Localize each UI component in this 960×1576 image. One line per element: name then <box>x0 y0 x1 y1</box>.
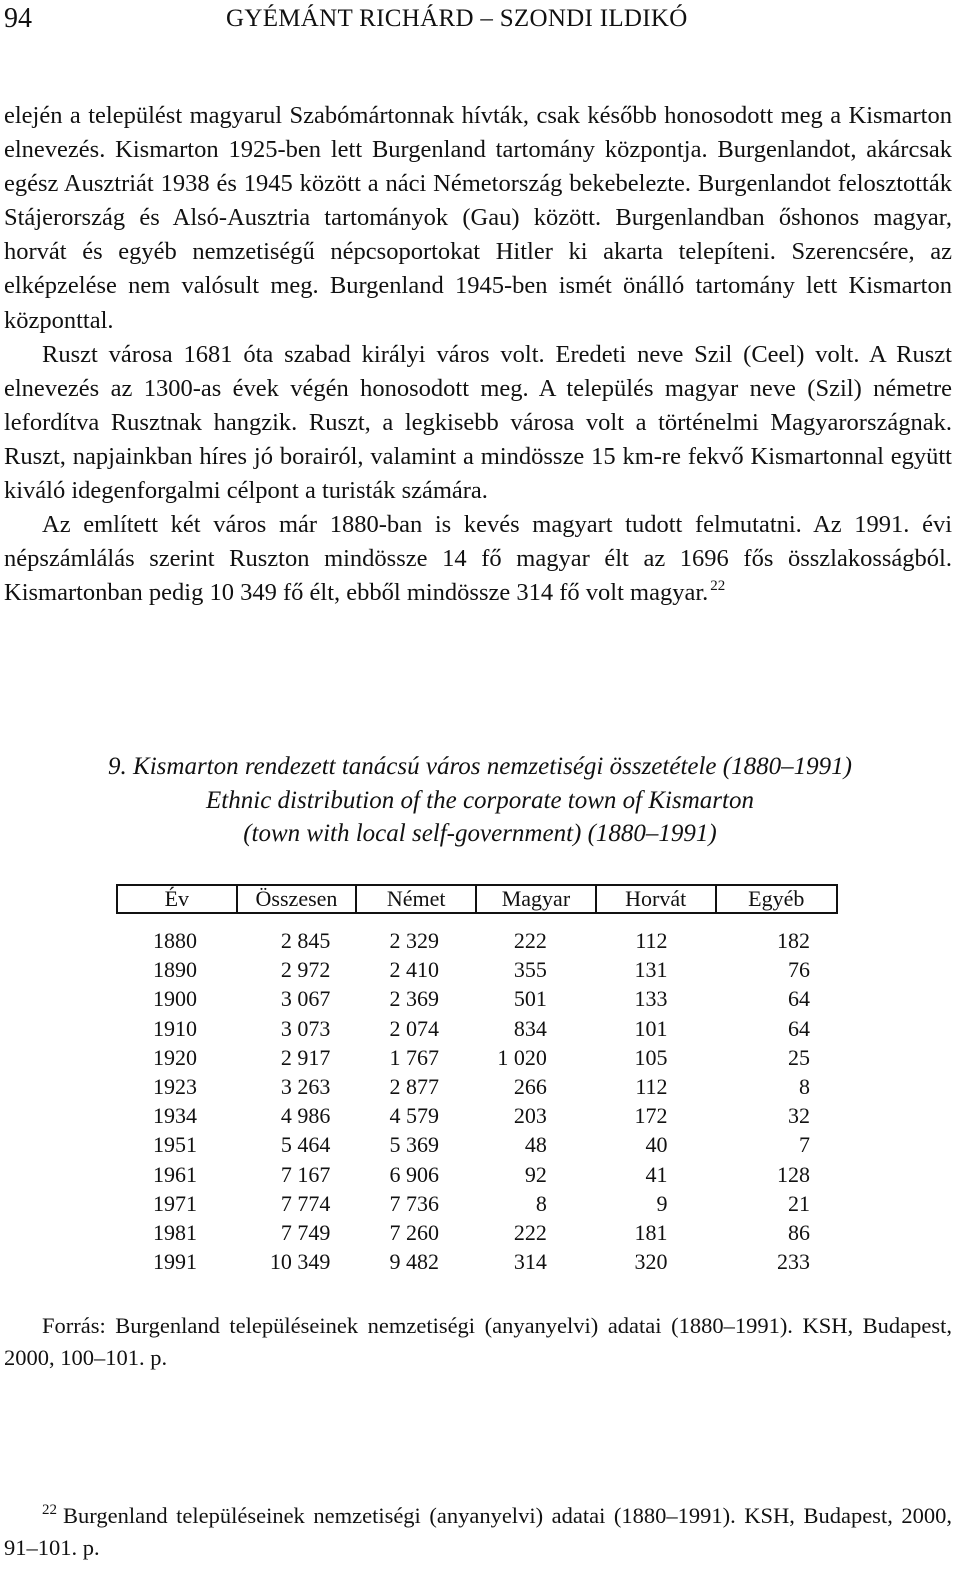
table-source <box>4 1310 952 1373</box>
footnote-reference[interactable]: 22 <box>710 578 726 595</box>
table-cell: 131 <box>634 957 668 983</box>
table-row <box>117 926 837 955</box>
table-cell: 32 <box>788 1103 810 1129</box>
table-caption-english: Ethnic distribution of the corporate town of Kismarton <box>206 786 754 814</box>
table-cell: 1890 <box>153 957 197 983</box>
table-cell: 76 <box>788 957 810 983</box>
table-cell: 314 <box>513 1249 547 1275</box>
table-cell: 8 <box>799 1074 810 1100</box>
table-row <box>117 1160 837 1189</box>
table-cell: 40 <box>645 1132 668 1158</box>
table-row <box>117 1072 837 1101</box>
column-header-hungarian: Magyar <box>476 885 596 913</box>
table-cell: 2 410 <box>389 957 440 983</box>
table-cell: 2 845 <box>280 928 331 953</box>
table-cell: 203 <box>513 1103 547 1129</box>
table-cell: 501 <box>513 986 547 1012</box>
table-cell: 105 <box>634 1044 668 1070</box>
page-header <box>4 2 952 36</box>
table-cell: 2 329 <box>389 928 440 953</box>
table-caption-hungarian: 9. Kismarton rendezett tanácsú város nemzetiségi összetétele (1880–1991) <box>108 753 852 780</box>
table-row <box>117 955 837 984</box>
table-cell: 1 767 <box>389 1044 440 1070</box>
table-cell: 7 749 <box>280 1220 331 1246</box>
table-cell: 7 736 <box>389 1190 440 1216</box>
table-cell: 86 <box>788 1220 810 1246</box>
table-caption <box>0 750 960 851</box>
table-cell: 3 263 <box>280 1074 331 1100</box>
ethnic-distribution-table <box>116 884 838 1276</box>
table-cell: 355 <box>513 957 547 983</box>
table-cell: 1991 <box>153 1249 197 1275</box>
table-cell: 2 369 <box>389 986 440 1012</box>
table-cell: 4 986 <box>280 1103 331 1129</box>
footnote-text: Burgenland településeinek nemzetiségi (anyanyelvi) adatai (1880–1991). KSH, Budapest, 2000, 91–101. p. <box>4 1503 952 1560</box>
table-spacer <box>117 913 837 926</box>
table-cell: 9 482 <box>389 1249 440 1275</box>
page-number: 94 <box>4 3 32 34</box>
paragraph-3 <box>4 508 952 610</box>
table-cell: 182 <box>777 928 810 953</box>
table-cell: 7 260 <box>389 1220 440 1246</box>
source-text: Forrás: Burgenland településeinek nemzetiségi (anyanyelvi) adatai (1880–1991). KSH, Budapest, 2000, 100–101. p. <box>4 1313 952 1370</box>
table-cell: 2 917 <box>280 1044 331 1070</box>
table-cell: 112 <box>635 1074 668 1100</box>
table-cell: 64 <box>788 1015 810 1041</box>
table-cell: 222 <box>513 928 547 953</box>
table-cell: 5 464 <box>280 1132 331 1158</box>
table-cell: 101 <box>634 1015 668 1041</box>
table-row <box>117 1189 837 1218</box>
table-cell: 1961 <box>153 1161 197 1187</box>
column-header-other: Egyéb <box>716 885 837 913</box>
table-cell: 7 <box>799 1132 810 1158</box>
column-header-croatian: Horvát <box>596 885 716 913</box>
footnote-paragraph <box>4 1500 952 1563</box>
table-cell: 1951 <box>153 1132 197 1158</box>
running-head: GYÉMÁNT RICHÁRD – SZONDI ILDIKÓ <box>226 5 688 32</box>
table-cell: 25 <box>788 1044 810 1070</box>
column-header-german: Német <box>356 885 476 913</box>
table-cell: 181 <box>634 1220 668 1246</box>
table-cell: 64 <box>788 986 810 1012</box>
table-row <box>117 1014 837 1043</box>
paragraph-1: elején a települést magyarul Szabómártonnak hívták, csak később honosodott meg a Kismarton elnevezés. Kismarton 1925-ben lett Burgenland tartomány központja. Burgenlandot, akárcsak egész Ausztriát 1938 és 1945 között a náci Németország bekebelezte. Burgenlandot felosztották Stájerország és Alsó-Ausztria tartományok (Gau) között. Burgenlandban őshonos magyar, horvát és egyéb nemzetiségű népcsoportokat Hitler ki akarta telepíteni. Szerencsére, az elképzelése nem valósult meg. Burgenland 1945-ben ismét önálló tartomány lett Kismarton központtal. <box>4 102 952 334</box>
table-cell: 233 <box>777 1249 810 1275</box>
column-header-total: Összesen <box>237 885 357 913</box>
table-cell: 266 <box>513 1074 547 1100</box>
table-cell: 21 <box>788 1190 810 1216</box>
table-cell: 1981 <box>153 1220 197 1246</box>
table-cell: 1934 <box>153 1103 197 1129</box>
table-cell: 2 074 <box>389 1015 440 1041</box>
table-cell: 6 906 <box>389 1161 440 1187</box>
table-caption-english-continued: (town with local self-government) (1880–1991) <box>243 820 717 847</box>
table-cell: 7 774 <box>280 1190 331 1216</box>
table-row <box>117 1130 837 1159</box>
table-cell: 133 <box>634 986 668 1012</box>
table-cell: 10 349 <box>269 1249 331 1275</box>
footnote-number: 22 <box>42 1502 57 1518</box>
table-cell: 5 369 <box>389 1132 440 1158</box>
table-cell: 2 877 <box>389 1074 440 1100</box>
table-cell: 112 <box>635 928 668 953</box>
table-cell: 48 <box>524 1132 547 1158</box>
column-header-year: Év <box>117 885 237 913</box>
table-cell: 1900 <box>153 986 197 1012</box>
table-cell: 172 <box>634 1103 668 1129</box>
body-text <box>4 99 952 610</box>
table-body <box>117 913 837 1276</box>
table-cell: 1923 <box>153 1074 197 1100</box>
table-row <box>117 1043 837 1072</box>
footnote <box>4 1500 952 1563</box>
table-cell: 320 <box>634 1249 668 1275</box>
table-cell: 3 073 <box>280 1015 331 1041</box>
table-row <box>117 1218 837 1247</box>
table-cell: 128 <box>777 1161 810 1187</box>
paragraph-2: Ruszt városa 1681 óta szabad királyi város volt. Eredeti neve Szil (Ceel) volt. A Ruszt elnevezés az 1300-as évek végén honosodott meg. A település magyar neve (Szil) németre lefordítva Rusztnak hangzik. Ruszt, a legkisebb városa volt a történelmi Magyarországnak. Ruszt, napjainkban híres jó borairól, valamint a mindössze 15 km-re fekvő Kismartonnal együtt kiváló idegenforgalmi célpont a turisták számára. <box>4 340 952 505</box>
table-cell: 3 067 <box>280 986 331 1012</box>
table-cell: 1 020 <box>497 1044 547 1070</box>
table-cell: 222 <box>513 1220 547 1246</box>
table-cell: 92 <box>524 1161 547 1187</box>
table-cell: 8 <box>535 1190 547 1216</box>
table-cell: 1971 <box>153 1190 197 1216</box>
table-cell: 1880 <box>153 928 197 953</box>
table-cell: 7 167 <box>280 1161 331 1187</box>
table-cell: 9 <box>656 1190 668 1216</box>
table-cell: 1920 <box>153 1044 197 1070</box>
table-cell: 41 <box>645 1161 668 1187</box>
table-row <box>117 984 837 1013</box>
table-row <box>117 1101 837 1130</box>
paragraph-3-text: Az említett két város már 1880-ban is kevés magyart tudott felmutatni. Az 1991. évi népszámlálás szerint Ruszton mindössze 14 fő magyar élt az 1696 fős összlakosságból. Kismartonban pedig 10 349 fő élt, ebből mindössze 314 fő volt magyar. <box>4 511 952 607</box>
table-row <box>117 1247 837 1276</box>
table-cell: 4 579 <box>389 1103 440 1129</box>
table-cell: 1910 <box>153 1015 197 1041</box>
table-cell: 2 972 <box>280 957 331 983</box>
table-cell: 834 <box>513 1015 547 1041</box>
table-header-row <box>117 885 837 913</box>
